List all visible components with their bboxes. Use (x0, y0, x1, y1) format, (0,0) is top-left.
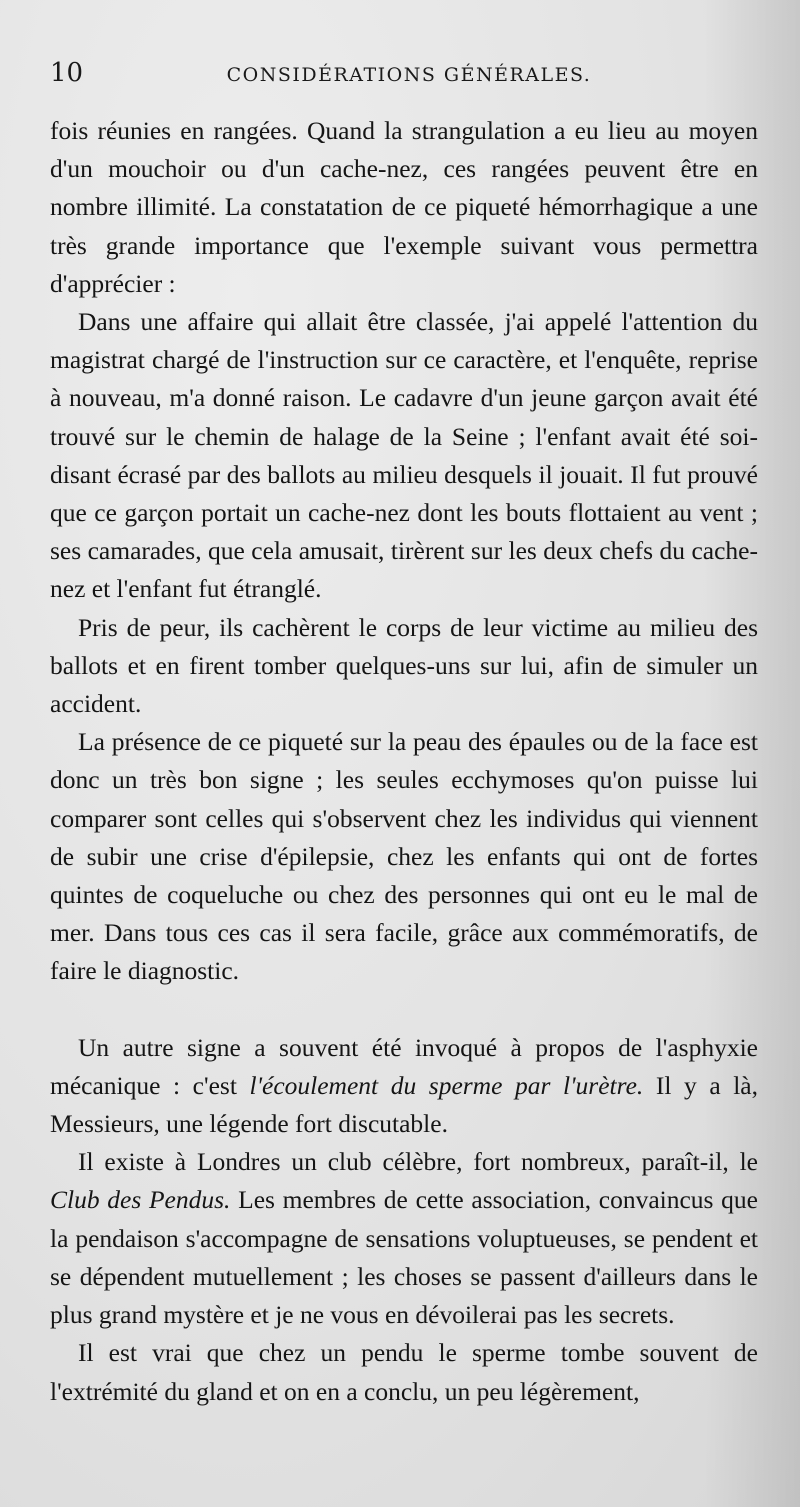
paragraph-case-report: Dans une affaire qui allait être classée, j'ai appelé l'attention du magistrat chargé de l'instruction sur ce caractère, et l'enquête, reprise à nouveau, m'a donné raison. Le cadavre d'un jeune garçon avait été trouvé sur le chemin de halage de la Seine ; l'enfant avait été soi-disant écrasé par des ballots au milieu desquels il jouait. Il fut prouvé que ce garçon portait un cache-nez dont les bouts flottaient au vent ; ses camarades, que cela amusait, tirèrent sur les deux chefs du cache-nez et l'enfant fut étranglé. (50, 307, 758, 604)
paragraph-club (50, 1143, 758, 1334)
section-break (50, 991, 758, 1029)
text-run: Il y a là, Messieurs, une légende fort discutable. (50, 1070, 758, 1139)
paragraph-continuation: fois réunies en rangées. Quand la strangulation a eu lieu au moyen d'un mouchoir ou d'un cache-nez, ces rangées peuvent être en nombre illimité. La constatation de ce piqueté hémorrhagique a une très grande importance que l'exemple suivant vous permettra d'apprécier : (50, 116, 758, 298)
text-run: Il existe à Londres un club célèbre, fort nombreux, paraît-il, le (78, 1147, 758, 1177)
paragraph-concealment: Pris de peur, ils cachèrent le corps de leur victime au milieu des ballots et en firent tomber quelques-uns sur lui, afin de simuler un accident. (50, 612, 758, 719)
text-run: Un autre signe a souvent été invoqué à propos de l'asphyxie mécanique : c'est (50, 1032, 758, 1100)
body-text (50, 112, 758, 1411)
paragraph-other-sign (50, 1029, 758, 1144)
italic-club-name: Club des Pendus. (50, 1185, 231, 1215)
text-run: Les membres de cette association, convaincus que la pendaison s'accompagne de sensations voluptueuses, se pendent et se dépendent mutuellement ; les choses se passent d'ailleurs dans le plus grand mystère et je ne vous en dévoilerai pas les secrets. (50, 1185, 758, 1330)
paragraph-sign-value: La présence de ce piqueté sur la peau des épaules ou de la face est donc un très bon signe ; les seules ecchymoses qu'on puisse lui comparer sont celles qui s'observent chez les individus qui viennent de subir une crise d'épilepsie, chez les enfants qui ont de fortes quintes de coqueluche ou chez des personnes qui ont eu le mal de mer. Dans tous ces cas il sera facile, grâce aux commémoratifs, de faire le diagnostic. (50, 727, 758, 986)
page-header (50, 58, 758, 112)
running-title: CONSIDÉRATIONS GÉNÉRALES. (226, 64, 592, 86)
paragraph-final: Il est vrai que chez un pendu le sperme tombe souvent de l'extrémité du gland et on en a conclu, un peu légèrement, (50, 1338, 758, 1406)
italic-phrase: l'écoulement du sperme par l'urètre. (249, 1070, 644, 1100)
page-number: 10 (50, 58, 84, 88)
